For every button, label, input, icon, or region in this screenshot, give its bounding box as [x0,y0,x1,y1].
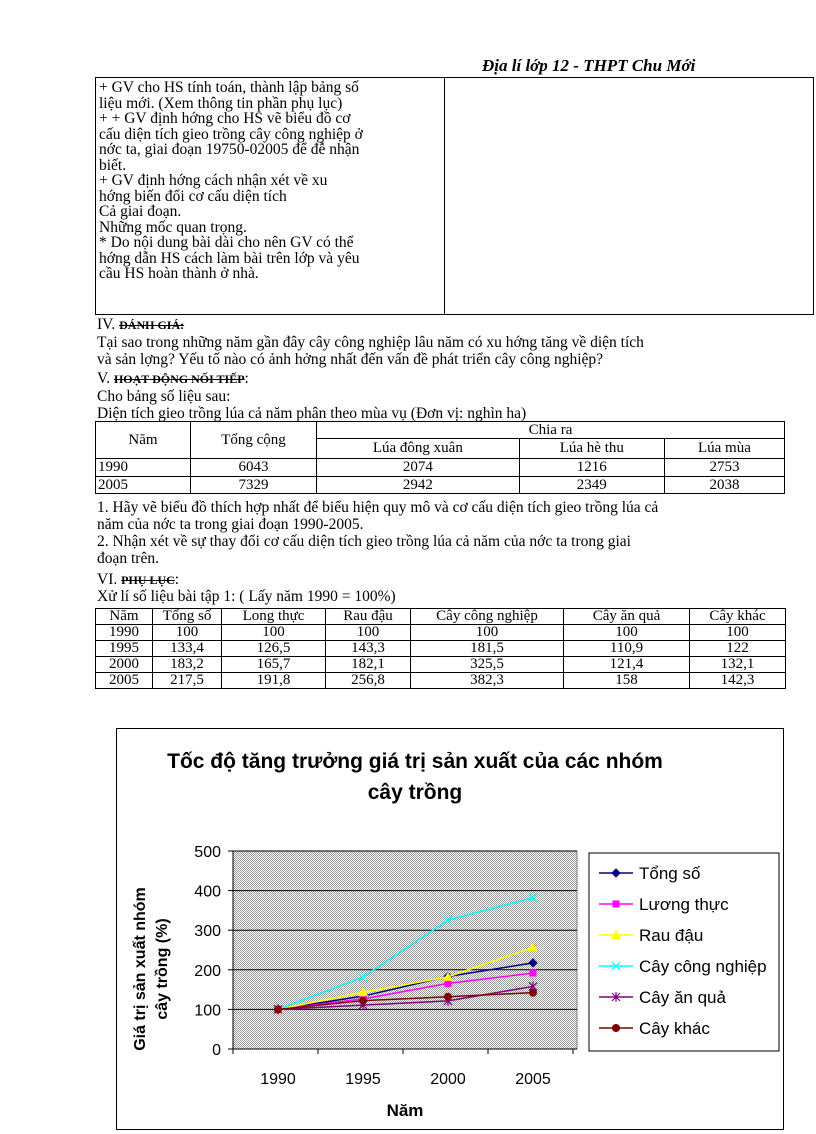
data-point [444,993,452,1001]
cell: 1216 [519,459,664,477]
header-cell: Năm [96,422,191,459]
cell: 181,5 [411,641,564,657]
cell: 100 [690,625,786,641]
section-title: ĐÁNH GIÁ: [119,318,185,332]
cell: 2038 [664,477,784,494]
legend-label: Cây ăn quả [639,988,726,1007]
cell: 2000 [96,657,153,673]
x-tick-label: 2000 [430,1071,466,1088]
cell: 256,8 [326,673,411,689]
table-row [96,641,786,657]
legend-label: Lương thực [639,895,729,914]
cell: 182,1 [326,657,411,673]
y-tick-label: 200 [194,962,221,980]
chart-container [116,728,784,1130]
cell: 191,8 [222,673,326,689]
activity-line: + + GV định hớng cho HS vẽ biểu đồ cơ [99,110,351,127]
cell: 2349 [519,477,664,494]
x-tick-label: 1995 [345,1071,381,1088]
text-line: 1. Hãy vẽ biểu đồ thích hợp nhất để biểu hiện quy mô và cơ cấu diện tích gieo trồng lúa cả [97,499,659,516]
section-5-questions [97,499,785,567]
y-tick-label: 100 [194,1002,221,1020]
header-cell: Chia ra [317,422,785,439]
y-tick-label: 300 [194,923,221,941]
empty-cell [445,78,814,315]
cell: 2005 [96,673,153,689]
y-axis-label-line-1: Giá trị sản xuất nhóm [132,887,149,1051]
legend-label: Cây công nghiệp [639,957,767,976]
header-cell: Lúa mùa [664,439,784,459]
colon: : [174,571,180,588]
activity-line: nớc ta, giai đoạn 19750-02005 để đễ nhận [99,141,360,158]
legend-label: Tổng số [639,864,701,883]
section-title: HOẠT ĐỘNG NỐI TIẾP [113,372,245,386]
data-point [529,989,537,997]
activity-line: + GV cho HS tính toán, thành lập bảng số [99,79,359,96]
text-line: Cho bảng số liệu sau: [97,388,231,405]
activity-line: + GV định hớng cách nhận xét về xu [99,172,328,189]
header-cell: Lúa đông xuân [317,439,520,459]
cell: 183,2 [153,657,222,673]
text-line: và sản lợng? Yếu tố nào có ảnh hởng nhất đến vấn đề phát triển cây công nghiệp? [97,351,604,368]
y-tick-label: 400 [194,883,221,901]
cell: 143,3 [326,641,411,657]
cell: 2074 [317,459,520,477]
page-header: Địa lí lớp 12 - THPT Chu Mới [482,56,696,75]
table-row [96,625,786,641]
header-cell: Tổng cộng [191,422,317,459]
cell: 1995 [96,641,153,657]
colon: : [244,370,249,387]
text-line: Diện tích gieo trồng lúa cả năm phân theo mùa vụ (Đơn vị: nghìn ha) [97,405,527,422]
activity-cell [96,78,445,315]
cell: 165,7 [222,657,326,673]
activity-line: * Do nội dung bài dài cho nên GV có thể [99,234,354,251]
section-number: IV. [97,316,116,333]
section-number: VI. [97,571,118,588]
activity-line: Cả giai đoạn. [99,203,182,220]
table-header-row [96,609,786,625]
header-cell: Năm [96,609,153,625]
header-cell: Lúa hè thu [519,439,664,459]
activity-line: hớng biến đổi cơ cấu diện tích [99,187,287,205]
cell: 325,5 [411,657,564,673]
cell: 217,5 [153,673,222,689]
header-cell: Rau đậu [326,609,411,625]
section-6-heading [97,571,179,589]
section-6-intro: Xử lí số liệu bài tập 1: ( Lấy năm 1990 = 100%) [97,588,396,605]
section-5-heading [97,370,249,388]
legend-marker [612,1024,620,1032]
y-tick-label: 500 [194,844,221,861]
header-cell: Cây ăn quả [564,609,690,625]
data-point [445,980,452,987]
cell: 100 [153,625,222,641]
cell: 133,4 [153,641,222,657]
data-point [530,970,537,977]
activity-line: cấu diện tích gieo trồng cây công nghiệp ở [99,125,363,143]
header-cell: Long thực [222,609,326,625]
chart-title-line-2: cây trồng [367,781,463,804]
cell: 382,3 [411,673,564,689]
section-title: PHỤ LỤC [121,573,175,587]
cell: 2753 [664,459,784,477]
activity-line: Những mốc quan trọng. [99,218,247,236]
header-cell: Cây khác [690,609,786,625]
header-cell: Cây công nghiệp [411,609,564,625]
cell: 100 [222,625,326,641]
table-row [96,657,786,673]
appendix-table [95,608,786,689]
activity-line: biết. [99,156,127,174]
text-line: Tại sao trong những năm gần đây cây công nghiệp lâu năm có xu hớng tăng về diện tích [97,334,644,351]
rice-area-table [95,421,785,494]
section-4-heading [97,316,184,334]
section-5-intro [97,388,526,422]
x-axis-label: Năm [386,1101,424,1120]
cell: 2005 [96,477,191,494]
activity-line: liệu mới. (Xem thông tin phần phụ lục) [99,94,343,112]
activity-line: cầu HS hoàn thành ở nhà. [99,265,259,282]
y-tick-label: 0 [212,1042,221,1059]
table-row [96,477,785,494]
cell: 100 [411,625,564,641]
legend-label: Cây khác [639,1019,710,1038]
cell: 132,1 [690,657,786,673]
table-row [96,673,786,689]
section-number: V. [97,370,111,387]
chart-title-line-1: Tốc độ tăng trưởng giá trị sản xuất của các nhóm [167,750,663,773]
cell: 110,9 [564,641,690,657]
y-axis-label-line-2: cây trồng (%) [154,918,171,1020]
text-line: năm của nớc ta trong giai đoạn 1990-2005. [97,516,364,533]
cell: 121,4 [564,657,690,673]
legend-label: Rau đậu [639,926,704,945]
legend-marker [613,901,620,908]
cell: 2942 [317,477,520,494]
cell: 7329 [191,477,317,494]
x-tick-label: 2005 [515,1071,551,1088]
data-point [274,1005,282,1013]
header-cell: Tổng số [153,609,222,625]
cell: 122 [690,641,786,657]
cell: 126,5 [222,641,326,657]
activity-line: hớng dẫn HS cách làm bài trên lớp và yêu [99,249,360,267]
line-chart [117,729,783,1129]
cell: 1990 [96,625,153,641]
text-line: 2. Nhận xét về sự thay đổi cơ cấu diện tích gieo trồng lúa cả năm của nớc ta trong giai [97,533,631,550]
data-point [359,997,367,1005]
cell: 100 [326,625,411,641]
x-tick-label: 1990 [260,1071,296,1088]
section-4-text [97,334,787,368]
cell: 6043 [191,459,317,477]
table-row [96,459,785,477]
cell: 1990 [96,459,191,477]
text-line: đoạn trên. [97,550,159,567]
cell: 142,3 [690,673,786,689]
activity-table [95,77,814,315]
cell: 100 [564,625,690,641]
cell: 158 [564,673,690,689]
